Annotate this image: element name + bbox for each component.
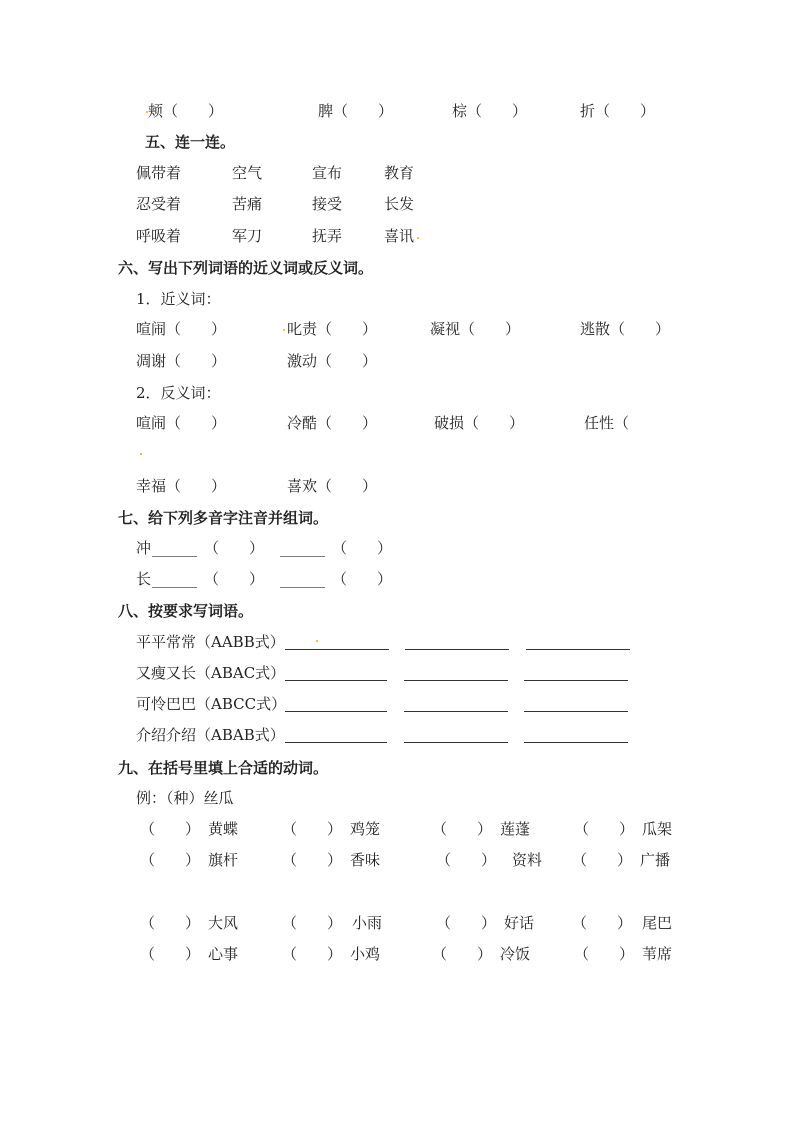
word: 喜讯 (384, 227, 415, 245)
answer-line (524, 742, 628, 743)
polyphone-row (0, 568, 794, 590)
polyphone-row (0, 537, 794, 559)
word-blank: 喜欢（ ） (287, 477, 378, 495)
answer-line (524, 680, 628, 681)
synonym-label: 1．近义词： (136, 290, 221, 308)
word-blank: 叱责（ ） (287, 320, 378, 338)
word: 呼吸着 (136, 227, 182, 245)
noun: 冷饭 (500, 945, 531, 963)
synonym-row (0, 350, 794, 372)
answer-line (285, 742, 387, 743)
word-blank: 喧闹（ ） (136, 320, 227, 338)
verb-paren: （ ） (140, 914, 201, 932)
polyphone-char: 冲 (136, 539, 152, 557)
stray-dot (146, 111, 148, 113)
example-text: 例：（种）丝瓜 (136, 789, 234, 807)
pattern-label: 又瘦又长（ABAC式） (136, 664, 286, 682)
noun: 好话 (504, 914, 535, 932)
sec4-item: 脾（ ） (318, 102, 394, 120)
sec4-item: 棕（ ） (452, 102, 528, 120)
answer-line (285, 711, 387, 712)
noun: 黄蝶 (208, 820, 239, 838)
word-blank: 破损（ ） (434, 414, 525, 432)
noun: 广播 (640, 851, 671, 869)
noun: 香味 (350, 851, 381, 869)
answer-line (404, 711, 508, 712)
word-blank: 幸福（ ） (136, 477, 227, 495)
sec5-row (0, 193, 794, 215)
word: 苦痛 (232, 195, 263, 213)
noun: 苇席 (642, 945, 673, 963)
sec8-title: 八、按要求写词语。 (118, 602, 254, 620)
word: 接受 (312, 195, 343, 213)
verb-paren: （ ） (432, 820, 493, 838)
answer-line (405, 649, 509, 650)
word: 忍受着 (136, 195, 182, 213)
noun: 大风 (208, 914, 239, 932)
antonym-row (0, 475, 794, 497)
noun: 心事 (208, 945, 239, 963)
pinyin-blank: ______ (152, 570, 197, 588)
verb-paren: （ ） (432, 945, 493, 963)
word: 长发 (384, 195, 415, 213)
stray-dot (417, 237, 419, 239)
verb-row (0, 912, 794, 934)
sec4-item: 折（ ） (580, 102, 656, 120)
pattern-row (0, 724, 794, 746)
verb-row (0, 818, 794, 840)
verb-paren: （ ） (572, 851, 633, 869)
pattern-row (0, 662, 794, 684)
pinyin-blank: ______ (152, 539, 197, 557)
pattern-label: 平平常常（AABB式） (136, 633, 285, 651)
word: 空气 (232, 164, 263, 182)
answer-line (524, 711, 628, 712)
noun: 小鸡 (350, 945, 381, 963)
antonym-label: 2．反义词： (136, 384, 221, 402)
answer-line (404, 742, 508, 743)
sec5-row (0, 162, 794, 184)
noun: 鸡笼 (350, 820, 381, 838)
pinyin-blank: ______ (280, 570, 325, 588)
verb-paren: （ ） (572, 914, 633, 932)
verb-paren: （ ） (574, 820, 635, 838)
pinyin-blank: ______ (280, 539, 325, 557)
word-paren: （ ） (332, 539, 393, 557)
stray-dot (283, 329, 285, 331)
synonym-row (0, 318, 794, 340)
pattern-label: 可怜巴巴（ABCC式） (136, 695, 287, 713)
sec6-title: 六、写出下列词语的近义词或反义词。 (118, 259, 374, 277)
verb-paren: （ ） (436, 914, 497, 932)
sec5-row (0, 225, 794, 247)
answer-line (526, 649, 630, 650)
noun: 莲蓬 (500, 820, 531, 838)
pattern-row (0, 631, 794, 653)
verb-paren: （ ） (140, 945, 201, 963)
word-blank: 激动（ ） (287, 352, 378, 370)
word-blank: 凝视（ ） (430, 320, 521, 338)
word: 佩带着 (136, 164, 182, 182)
antonym-row (0, 412, 794, 434)
noun: 资料 (512, 851, 543, 869)
sec5-title: 五、连一连。 (145, 133, 236, 151)
verb-paren: （ ） (282, 945, 343, 963)
answer-line (285, 649, 389, 650)
sec4-row (0, 100, 794, 122)
verb-row (0, 849, 794, 871)
word-paren: （ ） (204, 539, 265, 557)
word-blank: 逃散（ ） (580, 320, 671, 338)
polyphone-char: 长 (136, 570, 152, 588)
sec9-title: 九、在括号里填上合适的动词。 (118, 759, 329, 777)
word: 教育 (384, 164, 415, 182)
verb-row (0, 943, 794, 965)
noun: 旗杆 (208, 851, 239, 869)
verb-paren: （ ） (574, 945, 635, 963)
verb-paren: （ ） (140, 820, 201, 838)
noun: 尾巴 (642, 914, 673, 932)
word: 宣布 (312, 164, 343, 182)
noun: 小雨 (352, 914, 383, 932)
answer-line (404, 680, 508, 681)
word: 抚弄 (312, 227, 343, 245)
word-paren: （ ） (332, 570, 393, 588)
verb-paren: （ ） (282, 820, 343, 838)
word: 军刀 (232, 227, 263, 245)
pattern-row (0, 693, 794, 715)
word-blank: 凋谢（ ） (136, 352, 227, 370)
pattern-label: 介绍介绍（ABAB式） (136, 726, 285, 744)
verb-paren: （ ） (140, 851, 201, 869)
verb-paren: （ ） (282, 914, 343, 932)
noun: 瓜架 (642, 820, 673, 838)
verb-paren: （ ） (436, 851, 497, 869)
answer-line (285, 680, 387, 681)
word-paren: （ ） (204, 570, 265, 588)
verb-paren: （ ） (282, 851, 343, 869)
stray-dot (316, 640, 318, 642)
stray-dot (140, 453, 142, 455)
word-blank: 任性（ (584, 414, 630, 432)
sec7-title: 七、给下列多音字注音并组词。 (118, 509, 329, 527)
word-blank: 冷酷（ ） (287, 414, 378, 432)
sec4-item: 颊（ ） (148, 102, 224, 120)
word-blank: 喧闹（ ） (136, 414, 227, 432)
